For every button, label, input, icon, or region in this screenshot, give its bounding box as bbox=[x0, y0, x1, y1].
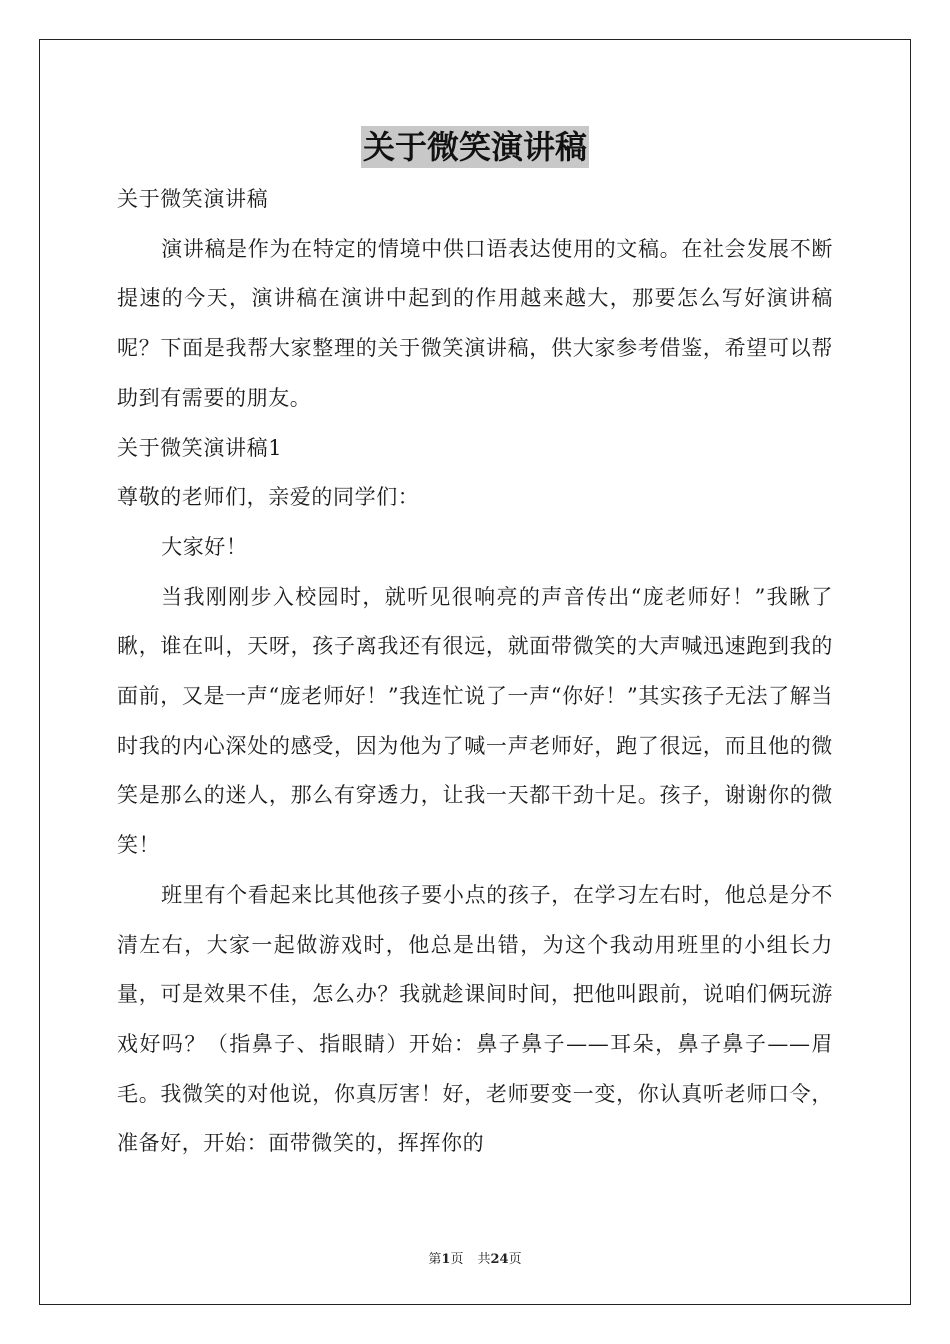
total-prefix: 共 bbox=[477, 1252, 491, 1267]
paragraph-2: 演讲稿是作为在特定的情境中供口语表达使用的文稿。在社会发展不断提速的今天，演讲稿在演讲中起到的作用越来越大，那要怎么写好演讲稿呢？下面是我帮大家整理的关于微笑演讲稿，供大家参考借鉴，希望可以帮助到有需要的朋友。 bbox=[117, 236, 833, 410]
page-footer bbox=[0, 1248, 950, 1267]
title-container bbox=[0, 126, 950, 168]
total-pages: 24 bbox=[490, 1252, 509, 1267]
document-body bbox=[117, 175, 833, 1169]
document-title: 关于微笑演讲稿 bbox=[362, 128, 587, 166]
paragraph-3: 关于微笑演讲稿1 bbox=[117, 435, 283, 460]
paragraph-6: 当我刚刚步入校园时，就听见很响亮的声音传出“庞老师好！”我瞅了瞅，谁在叫，天呀，孩子离我还有很远，就面带微笑的大声喊迅速跑到我的面前，又是一声“庞老师好！”我连忙说了一声“你好！”其实孩子无法了解当时我的内心深处的感受，因为他为了喊一声老师好，跑了很远，而且他的微笑是那么的迷人，那么有穿透力，让我一天都干劲十足。孩子，谢谢你的微笑！ bbox=[117, 584, 833, 858]
page-suffix: 页 bbox=[450, 1252, 464, 1267]
total-suffix: 页 bbox=[508, 1252, 522, 1267]
paragraph-1: 关于微笑演讲稿 bbox=[117, 187, 269, 211]
paragraph-4: 尊敬的老师们，亲爱的同学们： bbox=[117, 485, 420, 510]
paragraph-5: 大家好！ bbox=[161, 534, 248, 559]
page-prefix: 第 bbox=[428, 1252, 442, 1267]
paragraph-7: 班里有个看起来比其他孩子要小点的孩子，在学习左右时，他总是分不清左右，大家一起做游戏时，他总是出错，为这个我动用班里的小组长力量，可是效果不佳，怎么办？我就趁课间时间，把他叫跟前，说咱们俩玩游戏好吗？（指鼻子、指眼睛）开始：鼻子鼻子——耳朵，鼻子鼻子——眉毛。我微笑的对他说，你真厉害！好，老师要变一变，你认真听老师口令，准备好，开始：面带微笑的，挥挥你的 bbox=[117, 882, 833, 1156]
page-number: 1 bbox=[441, 1252, 451, 1267]
